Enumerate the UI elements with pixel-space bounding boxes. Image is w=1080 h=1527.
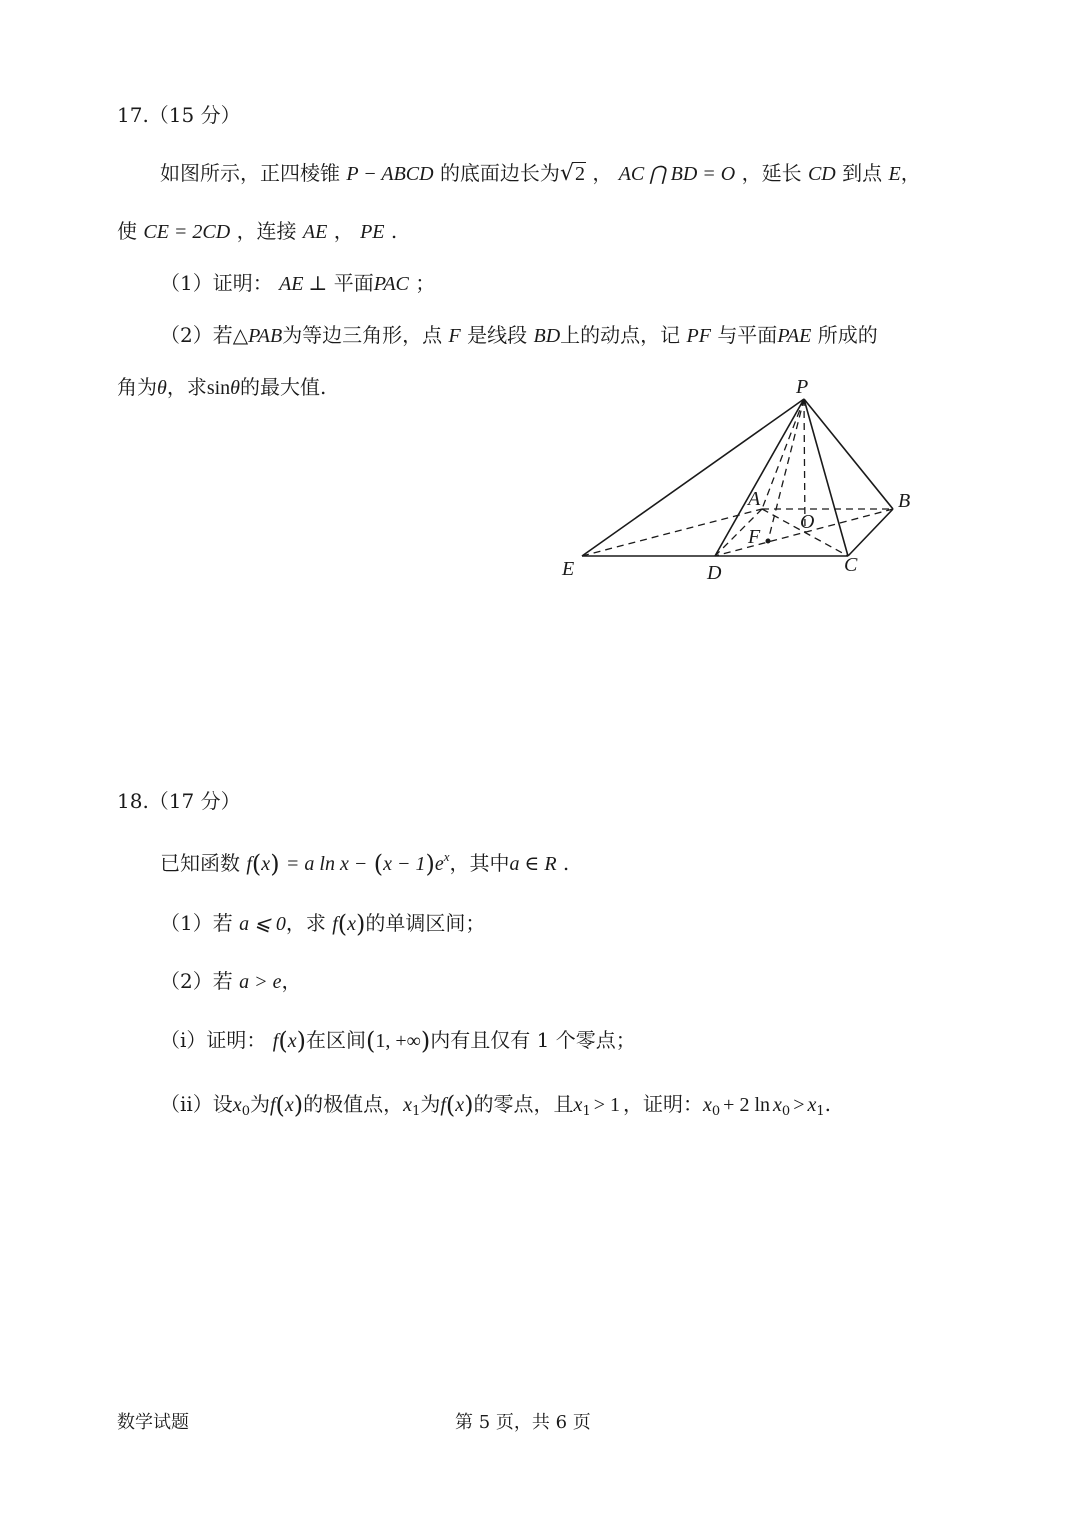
q18-header-text: 18.（17 分） <box>117 789 241 813</box>
q18-part1-cond: a ⩽ 0 <box>239 913 286 935</box>
q17-text: ， <box>333 219 354 243</box>
q18-part1-f: f <box>332 913 338 935</box>
q18-text: 的零点，且 <box>473 1092 574 1116</box>
q18-c-x1: x <box>807 1094 817 1116</box>
q18-interval: 1, +∞ <box>375 1030 421 1052</box>
q18-eq: = a ln x − <box>285 853 368 875</box>
q17-part2-label: （2）若 <box>160 323 233 347</box>
q17-ce-eq: CE = 2CD <box>143 221 231 243</box>
q18-part1: （1）若 a ⩽ 0，求 f(x)的单调区间； <box>160 910 486 938</box>
q18-part2i-f: f <box>272 1030 279 1052</box>
q18-text: ，求 <box>285 911 326 935</box>
q18-x1b-sub: 1 <box>582 1104 591 1119</box>
q18-c-x0-sub: 0 <box>711 1104 721 1119</box>
q17-text: 如图所示，正四棱锥 <box>160 161 340 185</box>
q17-theta2: θ <box>230 377 240 399</box>
pyramid-figure <box>550 370 930 590</box>
q18-stem: 已知函数 f(x) = a $\ln x - (x - 1)e^x$，其中a ∈ R . <box>160 849 570 878</box>
q18-text: 的单调区间； <box>365 911 486 935</box>
q17-text: 上的动点，记 <box>560 323 681 347</box>
q17-sin: sin <box>206 377 231 399</box>
q17-e: E <box>888 163 901 185</box>
q18-text: ，证明： <box>623 1092 703 1116</box>
q18-text: 内有且仅有 1 个零点； <box>430 1028 636 1052</box>
q17-text: 的底面边长为 <box>439 161 560 185</box>
q18-part2 <box>160 967 301 996</box>
q18-header <box>117 787 241 815</box>
q17-text: 为等边三角形，点 <box>282 323 443 347</box>
q18-text: 的极值点， <box>303 1092 404 1116</box>
label-o: O <box>800 511 815 533</box>
footer-left: 数学试题 <box>117 1412 189 1433</box>
q17-part1-plane: PAC <box>373 273 409 295</box>
q17-stem-line2 <box>117 217 397 246</box>
edge-pb <box>804 399 893 509</box>
q18-x-minus-1: x − 1 <box>383 853 426 875</box>
q17-header-text: 17.（15 分） <box>117 103 241 127</box>
label-c: C <box>844 554 858 576</box>
q17-text: 平面 <box>333 271 374 295</box>
q18-x1b: x <box>573 1094 583 1116</box>
q18-text: . <box>562 851 570 875</box>
edge-pa <box>762 399 804 509</box>
label-a: A <box>748 488 761 510</box>
q18-part2ii: （ii）设$x_0$为f(x)的极值点，$x_1$为f(x)的零点，且$x_1 > 1$ ，证明：$x_0 + 2$ $\ln x_0 > x_1$. <box>160 1091 831 1119</box>
q18-x0: x <box>232 1094 242 1116</box>
q17-part2-tri: △PAB <box>232 325 283 347</box>
q18-e: e <box>434 853 444 875</box>
q18-text: . <box>824 1092 831 1116</box>
q18-text: 为 <box>420 1092 441 1116</box>
q18-part2ii-label: （ii）设 <box>160 1092 233 1116</box>
label-e: E <box>562 558 575 580</box>
q18-exp: x <box>443 849 450 864</box>
q17-part1-label: （1）证明： <box>160 271 273 295</box>
q17-cd: CD <box>807 163 836 185</box>
q17-text: . <box>390 219 398 243</box>
q18-part2ii-f: f <box>269 1094 276 1116</box>
q18-part2i: （i）证明： f(x)在区间(1, +∞)内有且仅有 1 个零点； <box>160 1027 636 1055</box>
q17-pe: PE <box>360 221 385 243</box>
q17-text: 是线段 <box>467 323 528 347</box>
q18-text: 在区间 <box>305 1028 366 1052</box>
label-f: F <box>748 526 761 548</box>
q17-part2-pae: PAE <box>777 325 812 347</box>
q18-x: x <box>261 853 271 875</box>
q17-part1-math: AE ⊥ <box>279 273 328 295</box>
q17-text: 到点 <box>842 161 883 185</box>
edge-ea <box>582 509 762 556</box>
q18-c-plus: + 2 ln <box>723 1094 771 1116</box>
q17-text: ； <box>415 271 436 295</box>
footer-page-number: 第 5 页，共 6 页 <box>455 1412 591 1433</box>
q17-text: 与平面 <box>717 323 778 347</box>
q18-text: 为 <box>249 1092 270 1116</box>
q18-f: f <box>246 853 252 875</box>
q17-text: ，延长 <box>741 161 802 185</box>
q17-part2-pf: PF <box>686 325 711 347</box>
label-b: B <box>898 490 911 512</box>
q18-x1: x <box>403 1094 413 1116</box>
q17-part2-f: F <box>448 325 461 347</box>
label-p: P <box>796 376 809 398</box>
label-d: D <box>707 562 722 584</box>
sqrt-radicand: 2 <box>574 163 585 185</box>
q18-text: 已知函数 <box>160 851 240 875</box>
q17-text: 使 <box>117 219 137 243</box>
q18-part2i-label: （i）证明： <box>160 1028 267 1052</box>
q18-part2-label: （2）若 <box>160 969 233 993</box>
q17-text: ， <box>592 161 613 185</box>
q18-cond: a ∈ R <box>509 853 557 875</box>
edge-bc <box>848 509 893 556</box>
q17-text: 角为 <box>117 375 157 399</box>
q18-part2-cond: a > e <box>239 971 282 993</box>
q18-part2ii-f2: f <box>440 1094 446 1116</box>
q18-part1-x: x <box>347 913 357 935</box>
q18-c-x0b-sub: 0 <box>781 1104 791 1119</box>
q17-text: ， <box>900 161 921 185</box>
point-f <box>766 539 771 544</box>
q17-text: ，连接 <box>236 219 297 243</box>
q18-part1-label: （1）若 <box>160 911 233 935</box>
q18-c-gt: > <box>793 1094 805 1116</box>
q17-header <box>117 101 241 129</box>
q17-pyramid: P − ABCD <box>346 163 434 185</box>
q17-text: 的最大值. <box>240 375 327 399</box>
q17-part2-line1 <box>160 321 878 350</box>
q18-c-x0: x <box>703 1094 712 1116</box>
q18-x1-sub: 1 <box>412 1104 421 1119</box>
q18-part2ii-x2: x <box>455 1094 465 1116</box>
q18-c-x0b: x <box>773 1094 782 1116</box>
q17-part1 <box>160 269 435 298</box>
q17-part2-bd: BD <box>533 325 561 347</box>
q18-text: ， <box>281 969 302 993</box>
q18-part2i-x: x <box>287 1030 297 1052</box>
q17-intersection: AC ⋂ BD = O <box>618 163 736 185</box>
q17-theta: θ <box>157 377 167 399</box>
q17-stem-line1 <box>160 159 921 188</box>
q17-ae: AE <box>302 221 328 243</box>
q17-part2-line2 <box>117 373 326 402</box>
sqrt-sign: √ <box>559 161 574 186</box>
q18-c-x1-sub: 1 <box>816 1104 825 1119</box>
q17-text: ，求 <box>166 375 207 399</box>
q18-x0-sub: 0 <box>241 1104 250 1119</box>
q18-part2ii-x: x <box>284 1094 294 1116</box>
q18-text: ，其中 <box>449 851 510 875</box>
q17-text: 所成的 <box>817 323 878 347</box>
q18-gt1: > 1 <box>593 1094 620 1116</box>
